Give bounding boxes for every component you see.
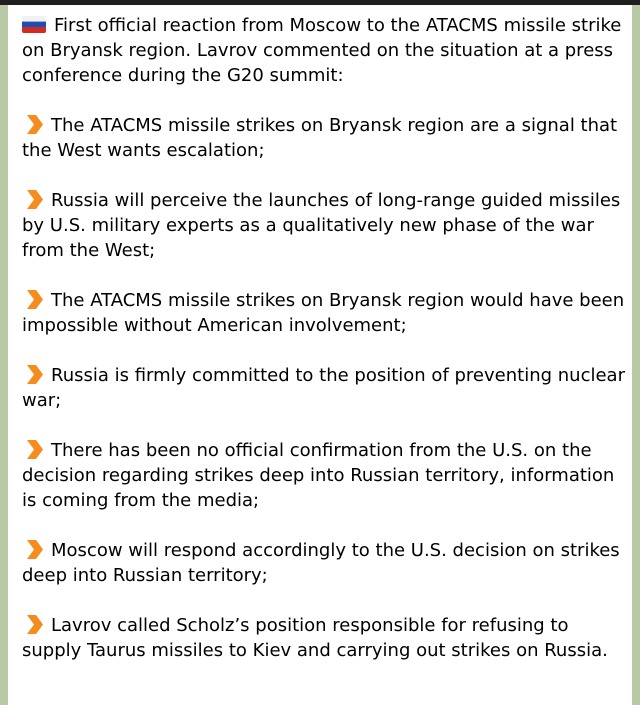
bullet-text: The ATACMS missile strikes on Bryansk region would have been impossible without American involvement;: [22, 290, 625, 336]
orange-chevron-icon: [24, 289, 44, 310]
bullet-text: Lavrov called Scholz’s position responsible for refusing to supply Taurus missiles to Kiev and carrying out strikes on Russia.: [22, 615, 608, 661]
russia-flag-icon: [22, 15, 46, 32]
orange-chevron-icon: [24, 189, 44, 210]
bullet-point-5: [22, 438, 632, 513]
bullet-text: There has been no official confirmation from the U.S. on the decision regarding strikes deep into Russian territory, information is coming from the media;: [22, 440, 615, 511]
bullet-text: The ATACMS missile strikes on Bryansk region are a signal that the West wants escalation;: [22, 115, 618, 161]
message-bubble: [8, 5, 632, 705]
bullet-point-3: [22, 288, 632, 338]
bullet-text: Russia will perceive the launches of long-range guided missiles by U.S. military experts as a qualitatively new phase of the war from the West;: [22, 190, 621, 261]
orange-chevron-icon: [24, 364, 44, 385]
orange-chevron-icon: [24, 614, 44, 635]
orange-chevron-icon: [24, 439, 44, 460]
bullet-point-6: [22, 538, 632, 588]
bullet-text: Moscow will respond accordingly to the U.S. decision on strikes deep into Russian territory;: [22, 540, 620, 586]
message-intro: [22, 13, 632, 88]
bullet-text: Russia is firmly committed to the position of preventing nuclear war;: [22, 365, 625, 411]
bullet-point-4: [22, 363, 632, 413]
bullet-point-2: [22, 188, 632, 263]
orange-chevron-icon: [24, 114, 44, 135]
orange-chevron-icon: [24, 539, 44, 560]
bullet-point-7: [22, 613, 632, 663]
intro-text: First official reaction from Moscow to the ATACMS missile strike on Bryansk region. Lavrov commented on the situation at a press conference during the G20 summit:: [22, 15, 622, 86]
bullet-point-1: [22, 113, 632, 163]
